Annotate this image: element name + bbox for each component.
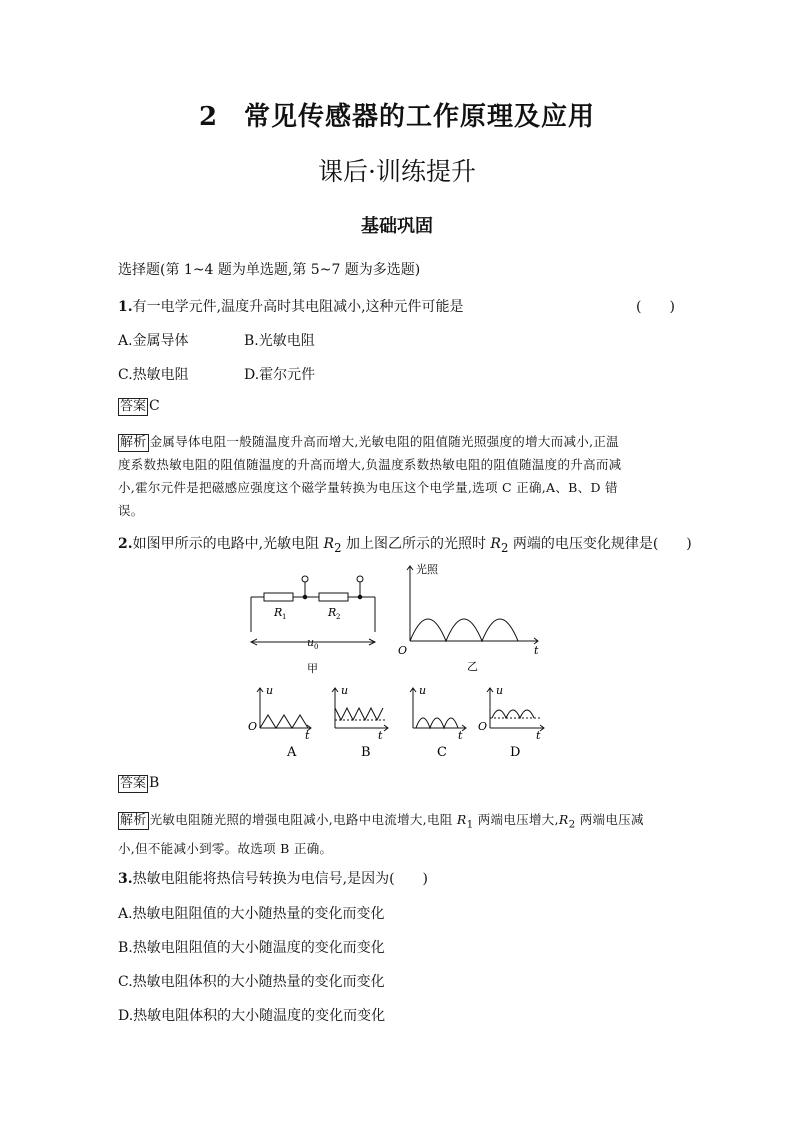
- option-label-c: C: [437, 745, 447, 760]
- resistor-r1: [264, 593, 293, 601]
- u0-label: u: [307, 636, 315, 649]
- q2-expl-a: 光敏电阻随光照的增强电阻减小,电路中电流增大,电阻: [149, 812, 457, 827]
- circuit-diagram: [251, 576, 375, 645]
- q2-answer: [118, 775, 159, 793]
- u0-label-sub: 0: [314, 643, 319, 651]
- light-curve: [410, 619, 518, 641]
- q2-r2-sub: 2: [334, 540, 342, 555]
- q2-explanation: [118, 808, 674, 860]
- q1-expl-line-3: 小,霍尔元件是把磁感应强度这个磁学量转换为电压这个电学量,选项 C 正确,A、B、D 错: [118, 480, 618, 495]
- q1-option-c: C.热敏电阻: [118, 367, 189, 383]
- q2-expl-r2: R: [558, 812, 569, 827]
- q1-option-b: B.光敏电阻: [244, 333, 315, 349]
- terminal-2: [357, 576, 363, 582]
- question-2-stem: [118, 533, 692, 555]
- section-heading: 基础巩固: [361, 216, 433, 237]
- q1-option-a: A.金属导体: [118, 333, 189, 349]
- light-origin: O: [398, 644, 408, 657]
- question-3-text: 热敏电阻能将热信号转换为电信号,是因为( ): [132, 871, 428, 887]
- page-subtitle: 课后·训练提升: [318, 157, 476, 186]
- light-axis-label: 光照: [416, 563, 438, 576]
- graph-c-t-axis: t: [458, 729, 463, 742]
- q3-option-d: D.热敏电阻体积的大小随温度的变化而变化: [118, 1008, 386, 1024]
- q1-option-d: D.霍尔元件: [244, 367, 316, 383]
- graph-a-origin: O: [248, 720, 258, 733]
- q2-expl-d: 小,但不能减小到零。故选项 B 正确。: [118, 840, 333, 856]
- q2-figure-top: [240, 560, 560, 680]
- q3-option-c: C.热敏电阻体积的大小随热量的变化而变化: [118, 974, 385, 990]
- explain-tag-2: 解析: [120, 813, 147, 828]
- question-1-blank: ( ): [636, 299, 675, 315]
- r1-label: R: [274, 606, 283, 619]
- resistor-r2: [319, 593, 348, 601]
- option-label-d: D: [510, 745, 521, 760]
- terminal-1: [302, 576, 308, 582]
- q3-option-a: A.热敏电阻阻值的大小随热量的变化而变化: [118, 906, 385, 922]
- answer-tag-2: 答案: [120, 776, 147, 791]
- graph-d-u-axis: u: [496, 684, 504, 697]
- q2-r2-symbol-2: R: [490, 536, 501, 552]
- q2-option-graphs: [244, 682, 554, 762]
- question-3-stem: [118, 868, 428, 888]
- question-2-text-a: 如图甲所示的电路中,光敏电阻: [132, 536, 324, 552]
- question-1-text: 有一电学元件,温度升高时其电阻减小,这种元件可能是: [132, 299, 464, 315]
- answer-tag: 答案: [120, 399, 147, 414]
- question-1-stem: [118, 296, 464, 316]
- r2-label: R: [328, 606, 337, 619]
- q3-option-b: B.热敏电阻阻值的大小随温度的变化而变化: [118, 940, 385, 956]
- graph-c-u-axis: u: [419, 684, 427, 697]
- q1-expl-line-4: 误。: [118, 503, 144, 518]
- q1-expl-line-1: 金属导体电阻一般随温度升高而增大,光敏电阻的阻值随光照强度的增大而减小,正温: [149, 434, 619, 449]
- light-graph: [407, 566, 538, 644]
- graph-a-u-axis: u: [266, 684, 274, 697]
- option-label-a: A: [287, 745, 297, 760]
- r2-label-sub: 2: [336, 613, 341, 621]
- graph-b-u-axis: u: [341, 684, 349, 697]
- figure-jia-caption: 甲: [307, 662, 318, 675]
- question-2-text-b: 加上图乙所示的光照时: [341, 536, 491, 552]
- option-label-b: B: [361, 745, 371, 760]
- q2-expl-b: 两端电压增大,: [473, 812, 559, 827]
- q1-explanation: [118, 430, 674, 522]
- q2-answer-value: B: [149, 775, 160, 791]
- q2-expl-r1: R: [456, 812, 467, 827]
- graph-b-t-axis: t: [378, 729, 383, 742]
- q1-expl-line-2: 度系数热敏电阻的阻值随温度的升高而增大,负温度系数热敏电阻的阻值随温度的升高而减: [118, 457, 622, 472]
- question-intro: 选择题(第 1~4 题为单选题,第 5~7 题为多选题): [118, 262, 421, 278]
- graph-d-origin: O: [478, 720, 488, 733]
- q1-answer: [118, 398, 160, 416]
- r1-label-sub: 1: [282, 613, 287, 621]
- q2-r2-sub-2: 2: [500, 540, 509, 555]
- q2-expl-r2-sub: 2: [568, 818, 576, 831]
- question-2-text-c: 两端的电压变化规律是( ): [508, 536, 692, 552]
- q2-r2-symbol: R: [323, 536, 335, 552]
- q1-answer-value: C: [149, 398, 160, 414]
- q2-expl-c: 两端电压减: [575, 812, 644, 827]
- q2-expl-r1-sub: 1: [466, 818, 474, 831]
- explain-tag: 解析: [120, 435, 147, 450]
- light-t-axis: t: [534, 644, 539, 657]
- page-title: [0, 96, 794, 133]
- figure-yi-caption: 乙: [467, 660, 478, 673]
- question-3-number: 3.: [118, 871, 133, 887]
- graph-a-t-axis: t: [305, 729, 310, 742]
- chapter-title: 常见传感器的工作原理及应用: [244, 102, 596, 132]
- graph-d-t-axis: t: [536, 729, 541, 742]
- question-2-number: 2.: [118, 536, 133, 552]
- chapter-number: 2: [198, 102, 219, 132]
- question-1-number: 1.: [118, 299, 133, 315]
